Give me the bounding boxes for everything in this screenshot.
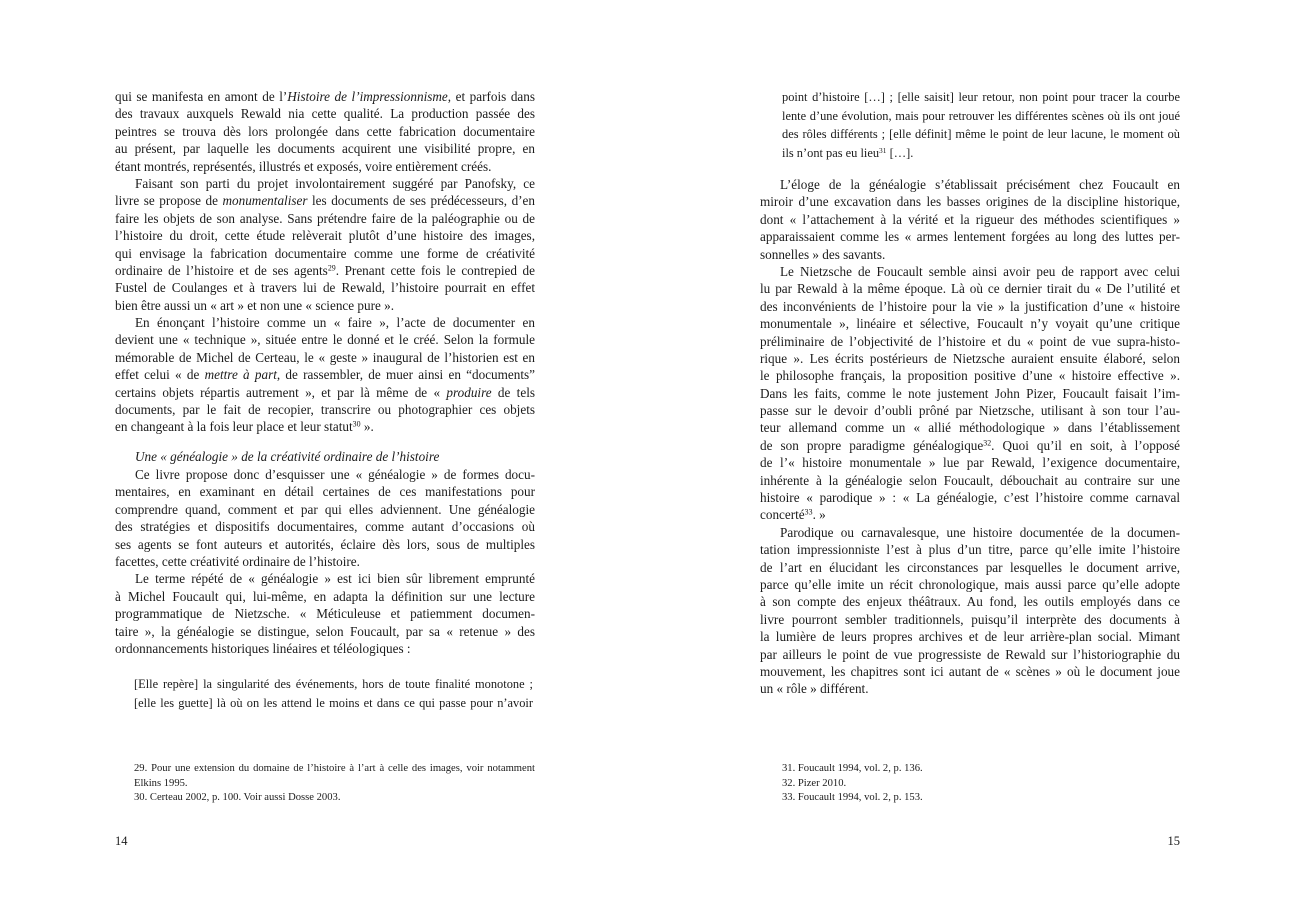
text-line xyxy=(782,777,1180,792)
text-run[interactable]: rique ». Les écrits postérieurs de Nietzsche auraient ensuite élaboré, selon xyxy=(760,350,1180,366)
text-line xyxy=(115,366,535,383)
text-run[interactable]: peintres se trouva dès lors prolongée dans cette fabrication documentaire xyxy=(115,123,535,139)
text-line xyxy=(115,123,535,140)
footnote-ref[interactable]: 33 xyxy=(804,508,813,518)
text-run[interactable]: qui se manifesta en amont de l’ xyxy=(115,89,288,104)
text-run[interactable]: Elkins 1995. xyxy=(134,777,188,789)
text-run[interactable]: mentaires, en examinant en détail certaines de ces manifestations pour xyxy=(115,484,535,500)
text-line xyxy=(115,588,535,605)
text-run[interactable]: […]. xyxy=(886,145,914,160)
text-line xyxy=(115,623,535,640)
text-line xyxy=(760,333,1180,350)
text-line xyxy=(760,680,1180,697)
text-line xyxy=(760,367,1180,384)
text-run[interactable]: apparaissaient comme les « armes lentement forgées au long des luttes per- xyxy=(760,229,1180,245)
text-line xyxy=(115,245,535,262)
text-run[interactable]: faire les objets de son analyse. Sans prétendre faire de la paléographie ou de xyxy=(115,210,535,226)
text-line xyxy=(134,777,535,792)
text-run[interactable]: facettes, cette créativité ordinaire de l’histoire. xyxy=(115,553,360,569)
body-text xyxy=(760,176,1180,698)
italic-text: Histoire de l’impressionnisme xyxy=(287,89,448,104)
text-line xyxy=(760,628,1180,645)
text-run[interactable]: à Michel Foucault qui, lui-même, en adapta la définition sur une lecture xyxy=(115,588,535,604)
text-run[interactable]: Faisant son parti du projet involontairement suggéré par Panofsky, ce xyxy=(135,175,535,191)
text-run[interactable]: livre pourront sembler traditionnels, puisqu’il interprète des documents à xyxy=(760,611,1180,627)
text-run[interactable]: 30. Certeau 2002, p. 100. Voir aussi Dosse 2003. xyxy=(134,792,341,803)
text-line xyxy=(760,315,1180,332)
footnote-ref[interactable]: 29 xyxy=(327,263,336,273)
page-number: 14 xyxy=(115,834,128,848)
text-run[interactable]: [Elle repère] la singularité des événements, hors de toute finalité monotone ; xyxy=(134,677,533,691)
text-run[interactable]: . Prenant cette fois le contrepied de xyxy=(335,262,535,278)
text-run[interactable]: tation impressionniste l’est à plus d’un titre, parce qu’elle imite l’histoire xyxy=(760,542,1180,558)
text-run[interactable]: point d’histoire […] ; [elle saisit] leur retour, non point pour tracer la courbe xyxy=(782,90,1180,104)
text-line xyxy=(134,675,533,694)
text-run[interactable]: parce qu’elle imite un récit chronologique, mais aussi parce qu’elle adopte xyxy=(760,576,1180,592)
text-line xyxy=(760,211,1180,228)
text-run[interactable]: un « rôle » différent. xyxy=(760,681,869,697)
text-line xyxy=(760,541,1180,558)
text-line xyxy=(115,227,535,244)
text-line xyxy=(760,489,1180,506)
text-line xyxy=(115,210,535,227)
text-line xyxy=(115,553,535,570)
text-line xyxy=(760,593,1180,610)
text-line xyxy=(760,611,1180,628)
text-line xyxy=(760,646,1180,663)
text-run[interactable]: 33. Foucault 1994, vol. 2, p. 153. xyxy=(782,792,923,803)
text-run[interactable]: de l’« histoire monumentale » lue par Rewald, l’exigence documentaire, xyxy=(760,455,1180,471)
text-run[interactable]: Parodique ou carnavalesque, une histoire documentée de la documen- xyxy=(780,524,1180,540)
text-run[interactable]: Une « généalogie » de la créativité ordinaire de l’histoire xyxy=(135,449,440,464)
text-run[interactable]: mémorable de Michel de Certeau, le « geste » inaugural de l’historien est en xyxy=(115,349,535,365)
text-run[interactable]: [elle les guette] là où on les attend le moins et dans ce qui passe pour n’avoir xyxy=(134,695,533,710)
text-run[interactable]: bien être aussi un « art » et non une « science pure ». xyxy=(115,297,395,313)
text-line xyxy=(782,107,1180,126)
text-line xyxy=(760,280,1180,297)
text-run[interactable]: dont « l’attachement à la vérité et la rigueur des méthodes scientifiques » xyxy=(760,211,1180,227)
text-run[interactable]: par ailleurs le point de vue progressiste de Rewald sur l’historiographie du xyxy=(760,646,1180,662)
text-line xyxy=(760,298,1180,315)
text-run[interactable]: . » xyxy=(812,507,826,523)
text-line xyxy=(134,791,535,806)
text-line xyxy=(760,576,1180,593)
text-line xyxy=(760,437,1180,454)
text-line xyxy=(782,125,1180,144)
text-run[interactable]: mouvement, les chapitres sont ici autant de « scènes » où le document joue xyxy=(760,663,1180,679)
text-line xyxy=(760,524,1180,541)
block-quote xyxy=(134,675,533,712)
text-line xyxy=(782,791,1180,806)
text-run[interactable]: L’éloge de la généalogie s’établissait précisément chez Foucault en xyxy=(780,177,1180,192)
text-line xyxy=(115,175,535,192)
text-run[interactable]: passe sur le devoir d’oubli prôné par Nietzsche, utilisant à son tour l’au- xyxy=(760,403,1180,419)
italic-text: produire xyxy=(446,384,492,400)
text-run[interactable]: histoire « parodique » : « La généalogie, c’est l’histoire comme carnaval xyxy=(760,490,1180,506)
text-line xyxy=(760,385,1180,402)
text-line xyxy=(760,350,1180,367)
text-run[interactable]: monumentale », linéaire et sélective, Foucault n’y voyait qu’une critique xyxy=(760,316,1180,332)
text-line xyxy=(115,384,535,401)
text-run[interactable]: étant montrés, représentés, illustrés et exposés, voire entièrement créés. xyxy=(115,158,492,174)
text-line xyxy=(760,402,1180,419)
section-heading xyxy=(115,448,535,465)
text-line xyxy=(115,158,535,175)
text-line xyxy=(115,418,535,435)
text-run[interactable]: 32. Pizer 2010. xyxy=(782,777,847,789)
text-run[interactable]: de l’art en élucidant les circonstances par lesquelles le document arrive, xyxy=(760,559,1180,575)
text-line xyxy=(115,279,535,296)
text-line xyxy=(782,144,1180,163)
text-line xyxy=(760,263,1180,280)
text-run[interactable]: au présent, par laquelle les documents acquirent une visibilité propre, en xyxy=(115,141,535,157)
text-line xyxy=(134,762,535,777)
text-run[interactable]: des inconvénients de l’histoire pour la vie » la justification d’une « histoire xyxy=(760,298,1180,314)
page-number: 15 xyxy=(1167,834,1180,848)
text-run[interactable]: . Quoi qu’il en soit, à l’opposé xyxy=(991,437,1180,453)
text-run[interactable]: préliminaire de l’objectivité de l’histoire et du « point de vue supra-histo- xyxy=(760,333,1180,349)
text-run[interactable]: Le Nietzsche de Foucault semble ainsi avoir peu de rapport avec celui xyxy=(780,263,1180,279)
text-line xyxy=(115,140,535,157)
text-line xyxy=(115,349,535,366)
text-line xyxy=(115,570,535,587)
text-run[interactable]: de son propre paradigme généalogique xyxy=(760,437,984,453)
text-line xyxy=(115,501,535,518)
text-line xyxy=(115,297,535,314)
body-text xyxy=(115,88,535,436)
text-run[interactable]: à son compte des enjeux théâtraux. Au fond, les outils employés dans ce xyxy=(760,594,1180,610)
text-run[interactable]: ses agents se font auteurs et autorités, éclaire dès lors, sous de multiples xyxy=(115,536,535,552)
text-run[interactable]: comprendre quand, comment et par qui elles adviennent. Une généalogie xyxy=(115,501,535,517)
text-run[interactable]: programmatique de Nietzsche. « Méticuleuse et patiemment documen- xyxy=(115,606,535,622)
text-run[interactable]: teur allemand comme un « allié méthodologique » dans l’établissement xyxy=(760,420,1180,436)
text-run[interactable]: miroir d’une excavation dans les basses origines de la discipline historique, xyxy=(760,194,1180,210)
text-run[interactable]: taire », la généalogie se distingue, selon Foucault, par sa « retenue » des xyxy=(115,623,535,639)
text-line xyxy=(115,640,535,657)
footnotes xyxy=(134,762,535,806)
footnotes xyxy=(782,762,1180,806)
footnote-ref[interactable]: 31 xyxy=(879,145,887,155)
text-run[interactable]: En énonçant l’histoire comme un « faire », l’acte de documenter en xyxy=(135,315,535,331)
text-run[interactable]: des travaux auxquels Rewald nia cette qualité. La production passée des xyxy=(115,106,535,122)
text-line xyxy=(115,192,535,209)
text-line xyxy=(115,262,535,279)
text-run[interactable]: sonnelles » des savants. xyxy=(760,246,886,262)
text-line xyxy=(134,694,533,713)
text-run[interactable]: le philosophe français, la proposition positive d’une « histoire effective ». xyxy=(760,368,1180,384)
text-run[interactable]: documents, par le fait de recopier, transcrire ou photographier ces objets xyxy=(115,402,535,418)
text-run[interactable]: des rôles différents ; [elle définit] même le point de leur lacune, le moment où xyxy=(782,127,1180,141)
text-line xyxy=(760,506,1180,523)
text-line xyxy=(760,472,1180,489)
text-run[interactable]: Ce livre propose donc d’esquisser une « généalogie » de formes docu- xyxy=(135,467,535,482)
block-quote xyxy=(782,88,1180,162)
text-line xyxy=(115,105,535,122)
text-run[interactable]: les documents de ses prédécesseurs, d’en xyxy=(307,193,535,209)
text-line xyxy=(115,331,535,348)
text-line xyxy=(115,448,535,465)
text-run[interactable]: Fustel de Coulanges et à travers lui de Rewald, l’histoire pourrait en effet xyxy=(115,280,535,296)
text-run[interactable]: effet celui « de xyxy=(115,367,205,383)
text-line xyxy=(115,605,535,622)
text-run[interactable]: 31. Foucault 1994, vol. 2, p. 136. xyxy=(782,763,923,774)
text-line xyxy=(760,228,1180,245)
text-run[interactable]: ils n’ont pas eu lieu xyxy=(782,145,880,160)
text-run[interactable]: ordonnancements historiques linéaires et téléologiques : xyxy=(115,640,411,656)
text-run[interactable]: en changeant à la fois leur place et leur statut xyxy=(115,419,353,435)
italic-text: mettre à part xyxy=(204,367,277,383)
text-run[interactable]: 29. Pour une extension du domaine de l’histoire à l’art à celle des images, voir notamment xyxy=(134,763,535,774)
footnote-ref[interactable]: 30 xyxy=(352,420,361,430)
text-line xyxy=(760,176,1180,193)
text-line xyxy=(115,466,535,483)
text-line xyxy=(760,454,1180,471)
text-run[interactable]: lente d’une évolution, mais pour retrouver les différentes scènes où ils ont joué xyxy=(782,108,1180,123)
text-line xyxy=(115,518,535,535)
text-line xyxy=(782,762,1180,777)
text-run[interactable]: certains objets répartis autrement », et par là même de « xyxy=(115,384,447,400)
footnote-ref[interactable]: 32 xyxy=(983,438,992,448)
text-run[interactable]: la lumière de leurs propres archives et de leur arrière-plan social. Mimant xyxy=(760,629,1180,645)
text-run[interactable]: qui envisage la fabrication documentaire comme une forme de créativité xyxy=(115,245,535,261)
text-run[interactable]: ». xyxy=(360,419,374,435)
body-text xyxy=(115,466,535,657)
right-page xyxy=(647,0,1294,913)
text-line xyxy=(115,536,535,553)
text-line xyxy=(115,401,535,418)
text-run[interactable]: lu par Rewald à la même époque. Là où ce dernier tirait du « De l’utilité et xyxy=(760,281,1180,297)
text-run[interactable]: Le terme répété de « généalogie » est ici bien sûr librement emprunté xyxy=(135,571,535,587)
text-line xyxy=(115,314,535,331)
text-run[interactable]: Dans les faits, comme le note justement John Pizer, Foucault faisait l’im- xyxy=(760,385,1180,401)
text-run[interactable]: concerté xyxy=(760,507,805,523)
text-line xyxy=(760,246,1180,263)
text-run[interactable]: l’histoire du droit, cette étude relèverait plutôt d’une histoire des images, xyxy=(115,228,535,244)
text-line xyxy=(760,193,1180,210)
text-run[interactable]: de tels xyxy=(491,384,535,400)
text-line xyxy=(760,559,1180,576)
text-line xyxy=(782,88,1180,107)
text-run[interactable]: , et parfois dans xyxy=(447,89,536,104)
italic-text: monumentaliser xyxy=(222,193,308,209)
text-run[interactable]: des stratégies et dispositifs documentaires, comme autant d’occasions où xyxy=(115,519,535,535)
text-run[interactable]: livre se propose de xyxy=(115,193,223,209)
text-run[interactable]: ordinaire de l’histoire et de ses agents xyxy=(115,262,328,278)
text-line xyxy=(760,663,1180,680)
text-run[interactable]: , de rassembler, de muer ainsi en “documents” xyxy=(276,367,535,383)
text-run[interactable]: inhérente à la généalogie selon Foucault, débouchait au contraire sur une xyxy=(760,472,1180,488)
text-run[interactable]: devient une « technique », située entre le donné et le créé. Selon la formule xyxy=(115,332,535,348)
text-line xyxy=(115,88,535,105)
text-line xyxy=(760,419,1180,436)
text-line xyxy=(115,483,535,500)
